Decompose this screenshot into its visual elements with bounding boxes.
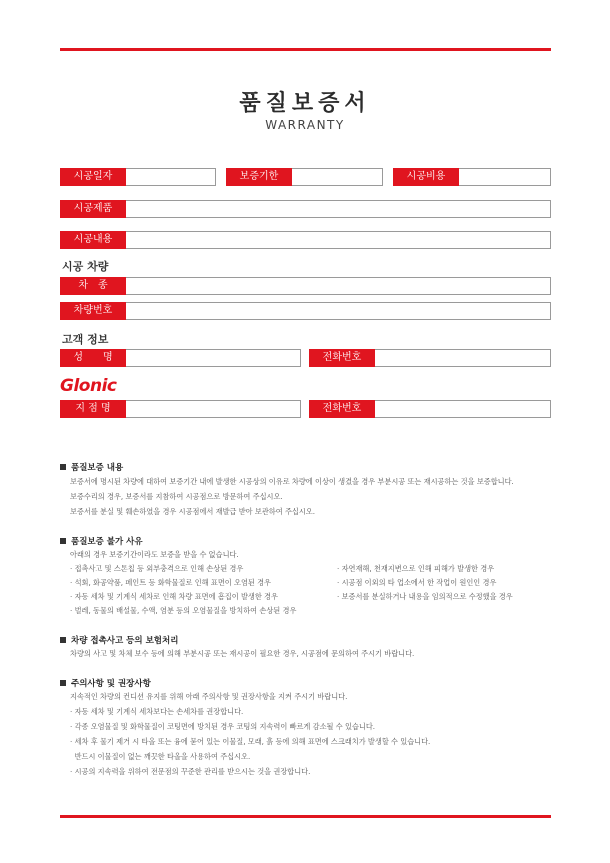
bullet-square-icon [60,538,66,544]
list-item: · 벌레, 동물의 배설물, 수액, 염분 등의 오염물질을 방치하여 손상된 경우 [70,606,297,615]
list-item: · 자동 세차 및 기계식 세차보다는 손세차를 권장합니다. [70,707,244,716]
name-row [60,349,301,367]
section-heading-precautions: 주의사항 및 권장사항 [60,677,151,689]
branch-phone-field[interactable] [375,400,551,418]
branch-phone-row [309,400,551,418]
list-item: · 보증서를 분실하거나 내용을 임의적으로 수정했을 경우 [337,592,513,601]
install-cost-row [393,168,551,186]
bottom-accent-bar [60,815,551,818]
plate-number-field[interactable] [126,302,551,320]
branch-row [60,400,301,418]
top-accent-bar [60,48,551,51]
car-model-label: 차 종 [60,277,126,295]
section-heading-warranty-content: 품질보증 내용 [60,461,123,473]
install-cost-label: 시공비용 [393,168,459,186]
list-item: 반드시 이물질이 없는 깨끗한 타올을 사용하여 주십시오. [70,752,251,761]
branch-phone-label: 전화번호 [309,400,375,418]
install-cost-field[interactable] [459,168,551,186]
list-item: · 석회, 화공약품, 페인트 등 화학물질로 인해 표면이 오염된 경우 [70,578,271,587]
branch-label: 지 점 명 [60,400,126,418]
install-details-row [60,231,551,249]
text-line: 보증서에 명시된 차량에 대하여 보증기간 내에 발생한 시공상의 이유로 차량에 이상이 생겼을 경우 부분시공 또는 재시공하는 것을 보증합니다. [70,477,514,486]
list-item: · 각종 오염물질 및 화학물질이 코팅면에 방치된 경우 코팅의 지속력이 빠르게 감소될 수 있습니다. [70,722,376,731]
page-subtitle: WARRANTY [265,118,345,132]
list-item: · 시공의 지속력을 위하여 전문점의 꾸준한 관리를 받으시는 것을 권장합니다. [70,767,311,776]
page-title: 품질보증서 [239,91,371,116]
text-line: 보증서를 분실 및 훼손하였을 경우 시공점에서 재발급 받아 보관하여 주십시오. [70,507,316,516]
phone-label: 전화번호 [309,349,375,367]
text-line: 차량의 사고 및 차체 보수 등에 의해 부분시공 또는 재시공이 필요한 경우, 시공점에 문의하여 주시기 바랍니다. [70,649,415,658]
branch-field[interactable] [126,400,301,418]
customer-section-title: 고객 정보 [62,333,109,346]
install-date-row [60,168,216,186]
text-line: 아래의 경우 보증기간이라도 보증을 받을 수 없습니다. [70,550,239,559]
list-item: · 시공점 이외의 타 업소에서 한 작업이 원인인 경우 [337,578,497,587]
install-date-label: 시공일자 [60,168,126,186]
text-line: 보증수리의 경우, 보증서를 지참하여 시공점으로 방문하여 주십시오. [70,492,283,501]
bullet-square-icon [60,464,66,470]
warranty-period-row [226,168,383,186]
list-item: · 자연재해, 천재지변으로 인해 피해가 발생한 경우 [337,564,495,573]
install-product-row [60,200,551,218]
install-details-label: 시공내용 [60,231,126,249]
install-product-label: 시공제품 [60,200,126,218]
bullet-square-icon [60,680,66,686]
phone-field[interactable] [375,349,551,367]
list-item: · 접촉사고 및 스톤칩 등 외부충격으로 인해 손상된 경우 [70,564,244,573]
bullet-square-icon [60,637,66,643]
text-line: 지속적인 차량의 컨디션 유지를 위해 아래 주의사항 및 권장사항을 지켜 주시기 바랍니다. [70,692,348,701]
car-model-field[interactable] [126,277,551,295]
section-heading-warranty-exclusions: 품질보증 불가 사유 [60,535,143,547]
name-field[interactable] [126,349,301,367]
car-model-row [60,277,551,295]
name-label: 성 명 [60,349,126,367]
warranty-period-field[interactable] [292,168,383,186]
list-item: · 세차 후 물기 제거 시 타올 또는 융에 묻어 있는 이물질, 모래, 흙 등에 의해 표면에 스크래치가 발생할 수 있습니다. [70,737,431,746]
install-details-field[interactable] [126,231,551,249]
brand-logo: Glonic [60,376,117,396]
vehicle-section-title: 시공 차량 [62,260,109,273]
plate-number-label: 차량번호 [60,302,126,320]
install-date-field[interactable] [126,168,216,186]
warranty-period-label: 보증기한 [226,168,292,186]
install-product-field[interactable] [126,200,551,218]
plate-number-row [60,302,551,320]
list-item: · 자동 세차 및 기계식 세차로 인해 차량 표면에 흠집이 발생한 경우 [70,592,278,601]
section-heading-insurance: 차량 접촉사고 등의 보험처리 [60,634,178,646]
phone-row [309,349,551,367]
